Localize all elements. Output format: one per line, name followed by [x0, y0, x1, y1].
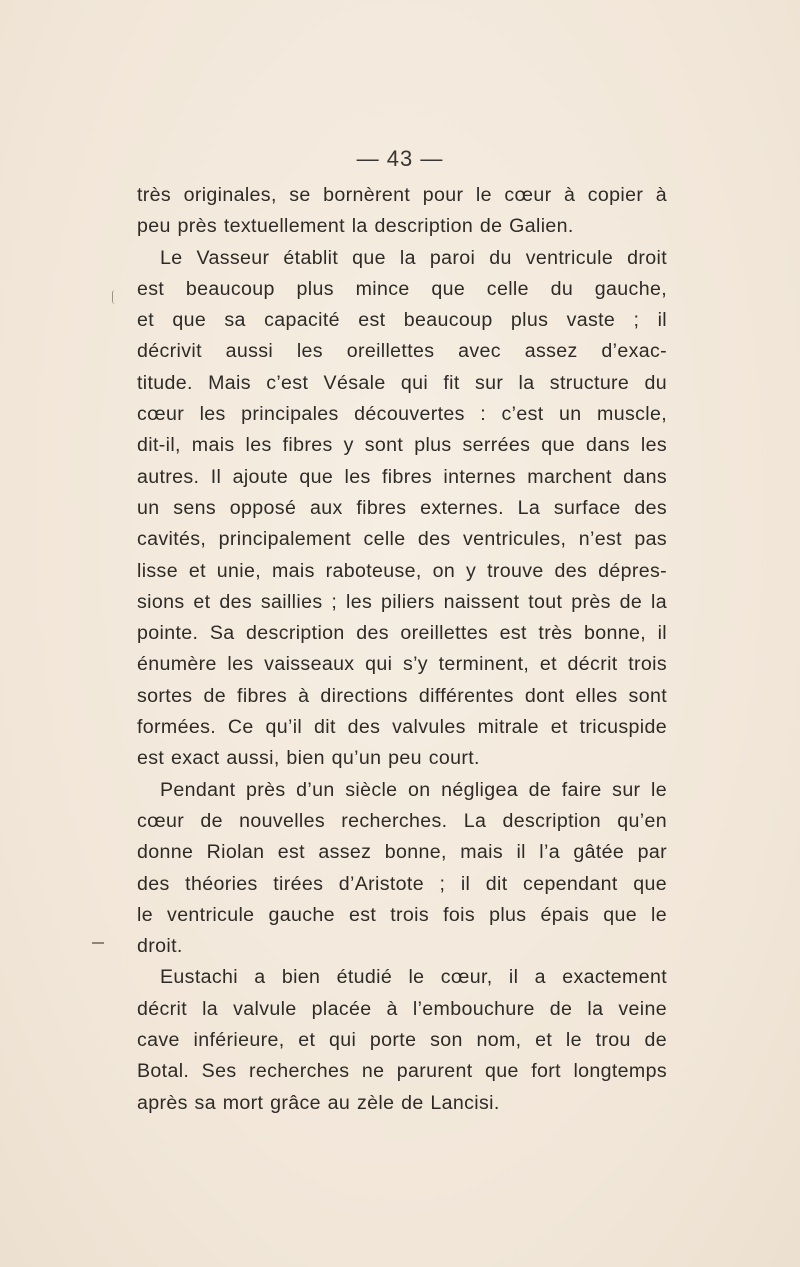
text-line: des théories tirées d’Aristote ; il dit cependant que — [137, 872, 667, 895]
text-line: décrivit aussi les oreillettes avec assez d’exac- — [137, 340, 667, 363]
text-line: cave inférieure, et qui porte son nom, et le trou de — [137, 1029, 667, 1052]
text-line: sortes de fibres à directions différentes dont elles sont — [137, 684, 667, 707]
paragraph-4 — [137, 962, 667, 1118]
text-line: cœur de nouvelles recherches. La description qu’en — [137, 809, 667, 832]
text-line: cavités, principalement celle des ventricules, n’est pas — [137, 528, 667, 551]
text-line: est beaucoup plus mince que celle du gauche, — [137, 277, 667, 300]
text-line: sions et des saillies ; les piliers naissent tout près de la — [137, 590, 667, 613]
text-line: Pendant près d’un siècle on négligea de faire sur le — [160, 778, 667, 801]
paragraph-2 — [137, 243, 667, 775]
text-line: et que sa capacité est beaucoup plus vaste ; il — [137, 309, 667, 332]
text-line: formées. Ce qu’il dit des valvules mitrale et tricuspide — [137, 716, 667, 739]
text-line: peu près textuellement la description de Galien. — [137, 215, 574, 238]
text-line: un sens opposé aux fibres externes. La surface des — [137, 496, 667, 519]
text-line: énumère les vaisseaux qui s’y terminent, et décrit trois — [137, 653, 667, 676]
text-line: lisse et unie, mais raboteuse, on y trouve des dépres- — [137, 559, 667, 582]
text-line: droit. — [137, 935, 183, 958]
text-line: décrit la valvule placée à l’embouchure de la veine — [137, 997, 667, 1020]
margin-dash-mark — [92, 942, 104, 944]
body-text — [137, 180, 667, 1119]
text-line: après sa mort grâce au zèle de Lancisi. — [137, 1091, 500, 1114]
page-number: — 43 — — [356, 146, 444, 171]
text-line: titude. Mais c’est Vésale qui fit sur la structure du — [137, 371, 667, 394]
text-line: pointe. Sa description des oreillettes est très bonne, il — [137, 622, 667, 645]
text-line: Botal. Ses recherches ne parurent que fort longtemps — [137, 1060, 667, 1083]
margin-mark — [112, 290, 115, 304]
text-line: Eustachi a bien étudié le cœur, il a exactement — [160, 966, 667, 989]
text-line: cœur les principales découvertes : c’est un muscle, — [137, 403, 667, 426]
text-line: autres. Il ajoute que les fibres internes marchent dans — [137, 465, 667, 488]
text-line: le ventricule gauche est trois fois plus épais que le — [137, 903, 667, 926]
text-line: est exact aussi, bien qu’un peu court. — [137, 747, 480, 770]
text-line: très originales, se bornèrent pour le cœur à copier à — [137, 184, 667, 206]
text-line: donne Riolan est assez bonne, mais il l’a gâtée par — [137, 841, 667, 864]
text-line: Le Vasseur établit que la paroi du ventricule droit — [160, 246, 667, 269]
paragraph-3 — [137, 775, 667, 963]
text-line: dit-il, mais les fibres y sont plus serrées que dans les — [137, 434, 667, 457]
paragraph-1 — [137, 180, 667, 243]
